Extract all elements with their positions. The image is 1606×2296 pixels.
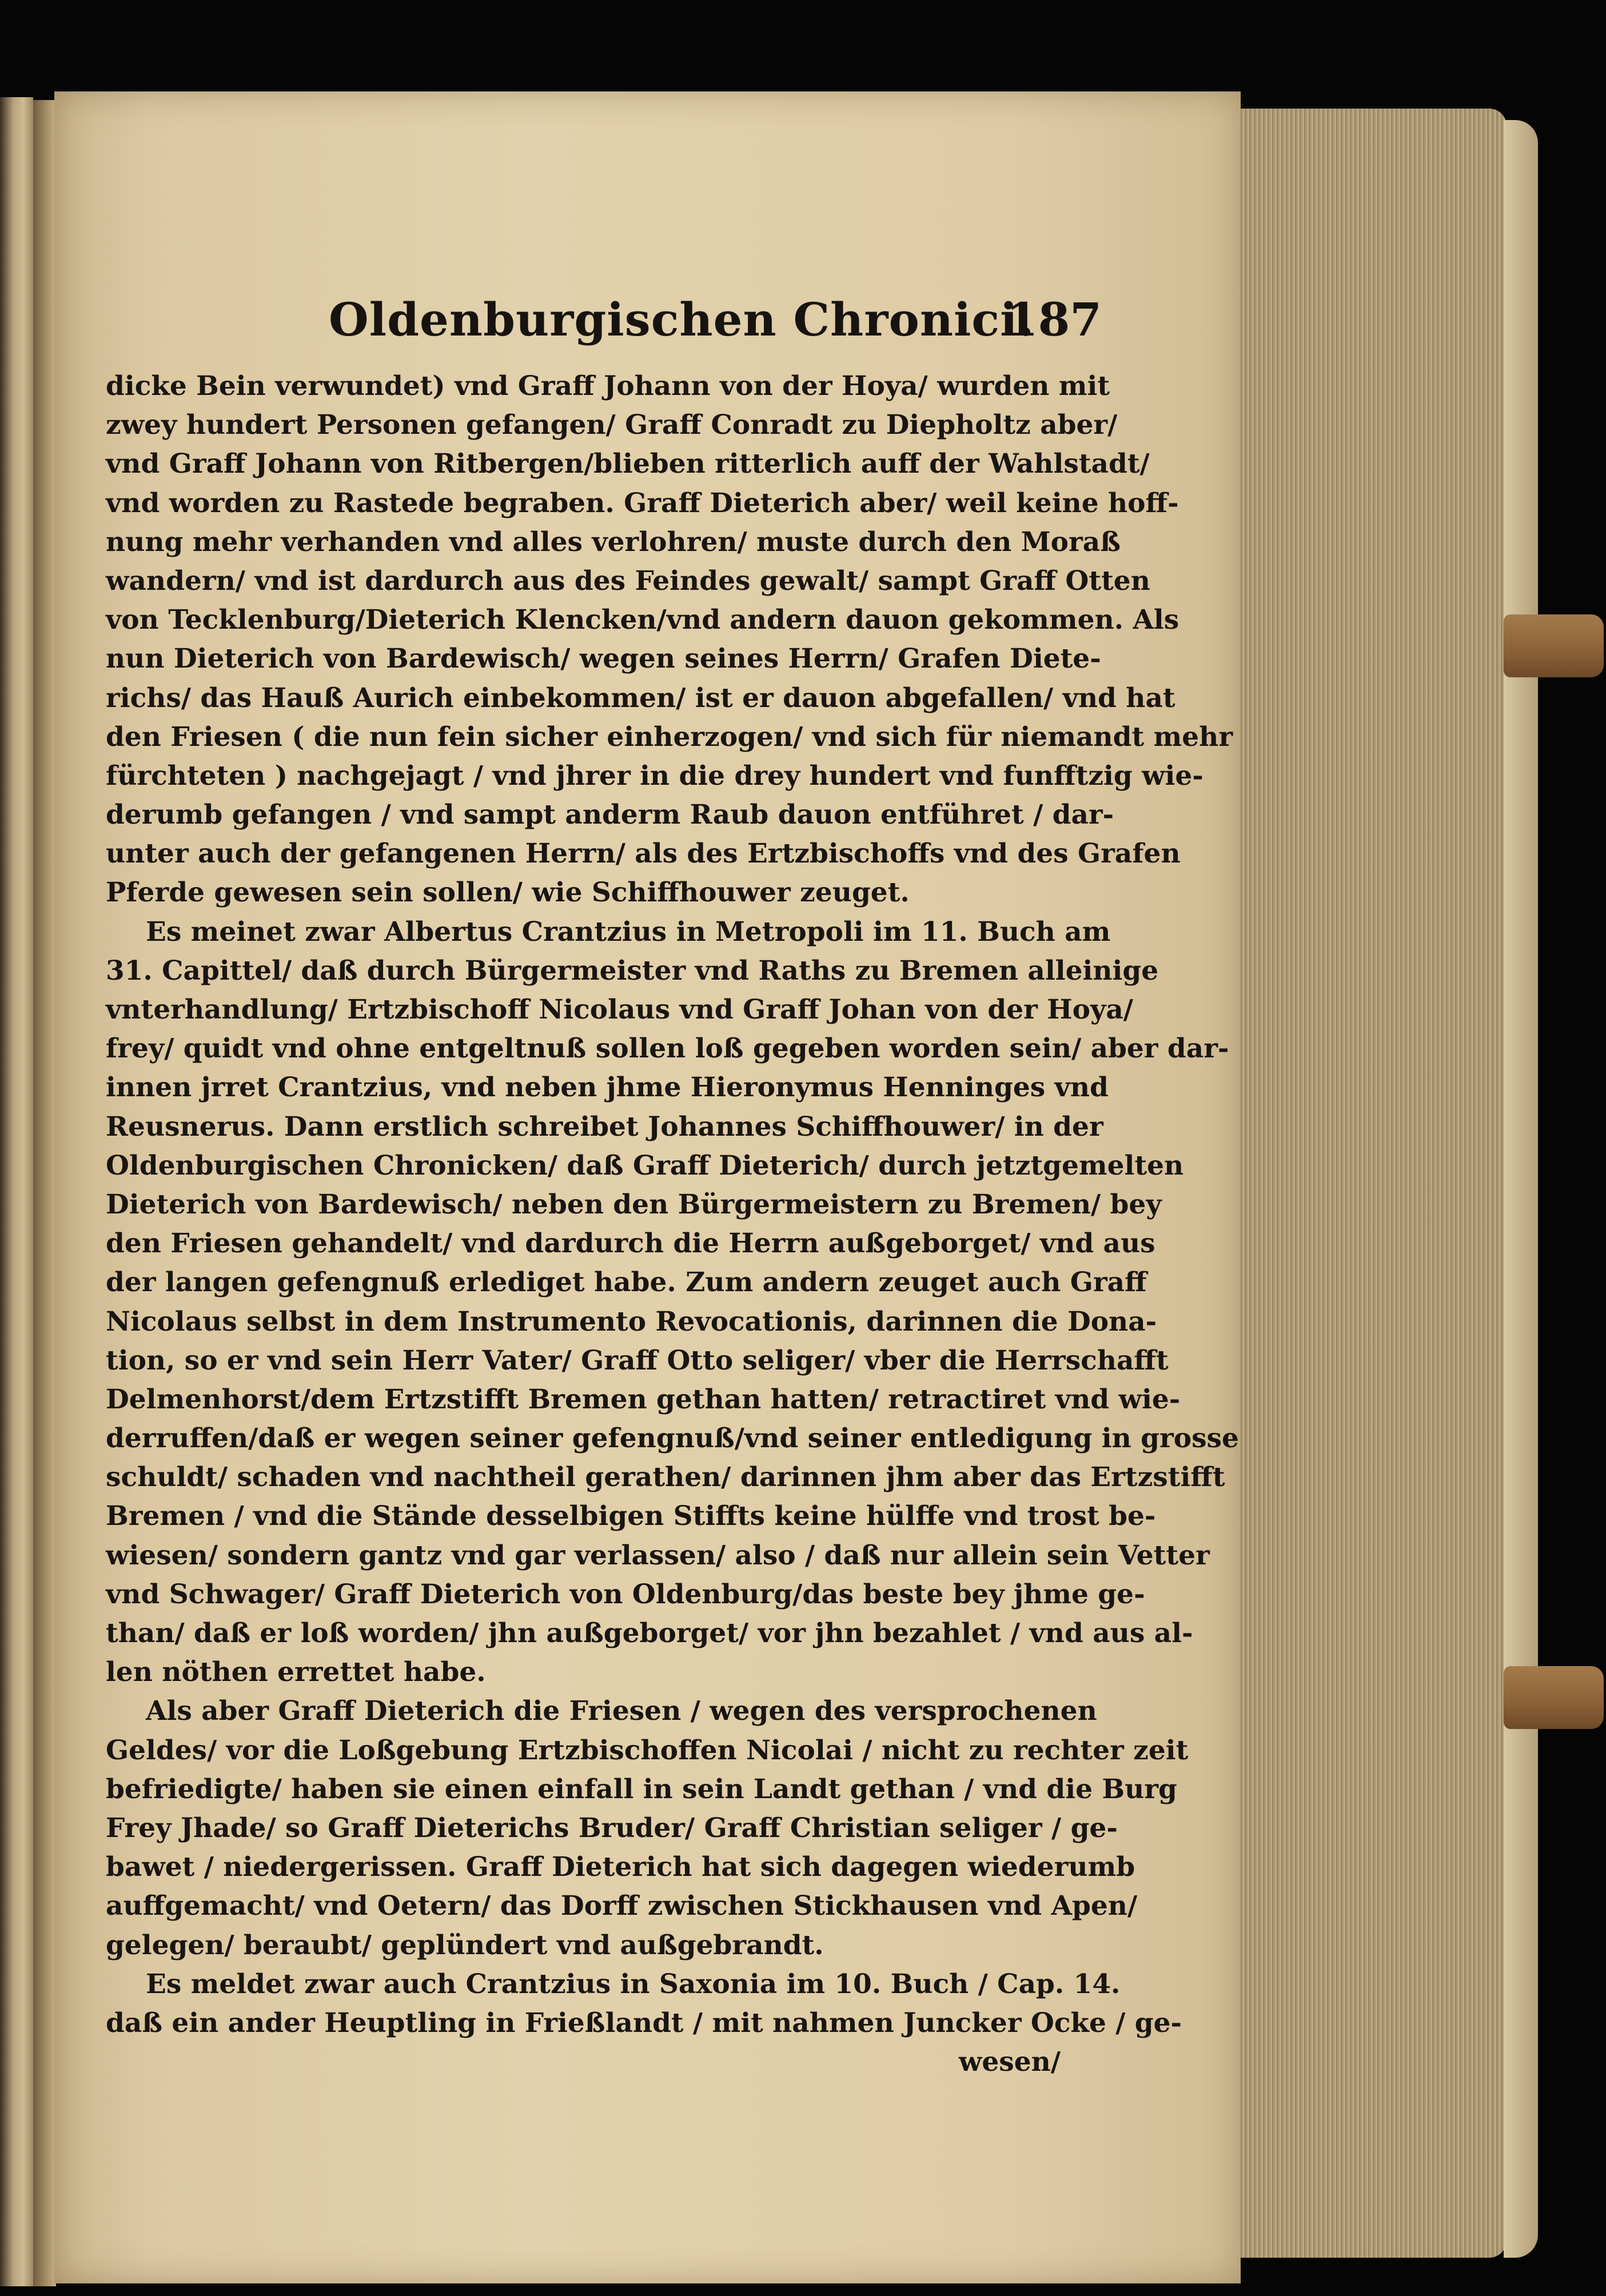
text-line: Es meinet zwar Albertus Crantzius in Metropoli im 11. Buch am	[146, 916, 1111, 948]
text-line: Reusnerus. Dann erstlich schreibet Johannes Schiffhouwer/ in der	[106, 1111, 1103, 1143]
page-number: 187	[1006, 293, 1102, 346]
book-gutter	[33, 100, 56, 2286]
text-line: than/ daß er loß worden/ jhn außgeborget/ vor jhn bezahlet / vnd aus al-	[106, 1618, 1193, 1649]
text-line: daß ein ander Heuptling in Frießlandt / mit nahmen Juncker Ocke / ge-	[106, 2007, 1182, 2039]
text-line: schuldt/ schaden vnd nachtheil gerathen/ darinnen jhm aber das Ertzstifft	[106, 1462, 1225, 1494]
text-line: innen jrret Crantzius, vnd neben jhme Hieronymus Henninges vnd	[106, 1072, 1109, 1104]
text-line: derumb gefangen / vnd sampt anderm Raub dauon entführet / dar-	[106, 799, 1114, 831]
book-page	[54, 91, 1241, 2283]
text-line: nun Dieterich von Bardewisch/ wegen seines Herrn/ Grafen Diete-	[106, 643, 1101, 675]
text-line: Es meldet zwar auch Crantzius in Saxonia im 10. Buch / Cap. 14.	[146, 1968, 1121, 2000]
text-line: zwey hundert Personen gefangen/ Graff Conradt zu Diepholtz aber/	[106, 409, 1118, 441]
text-line: vnd Schwager/ Graff Dieterich von Oldenburg/das beste bey jhme ge-	[106, 1578, 1145, 1610]
text-line: vnd Graff Johann von Ritbergen/blieben ritterlich auff der Wahlstadt/	[106, 448, 1150, 480]
text-line: Als aber Graff Dieterich die Friesen / wegen des versprochenen	[146, 1695, 1097, 1727]
text-line: den Friesen gehandelt/ vnd dardurch die Herrn außgeborget/ vnd aus	[106, 1228, 1155, 1260]
text-line: wandern/ vnd ist dardurch aus des Feindes gewalt/ sampt Graff Otten	[106, 565, 1150, 597]
catchword: wesen/	[958, 2046, 1061, 2078]
text-line: unter auch der gefangenen Herrn/ als des Ertzbischoffs vnd des Grafen	[106, 838, 1181, 870]
leather-clasp-bottom	[1504, 1666, 1604, 1729]
body-text	[106, 367, 1239, 2082]
text-line: fürchteten ) nachgejagt / vnd jhrer in die drey hundert vnd funfftzig wie-	[106, 760, 1203, 792]
text-line: wiesen/ sondern gantz vnd gar verlassen/ also / daß nur allein sein Vetter	[106, 1539, 1210, 1571]
text-line: Frey Jhade/ so Graff Dieterichs Bruder/ Graff Christian seliger / ge-	[106, 1812, 1118, 1844]
text-line: befriedigte/ haben sie einen einfall in sein Landt gethan / vnd die Burg	[106, 1773, 1177, 1805]
text-line: dicke Bein verwundet) vnd Graff Johann von der Hoya/ wurden mit	[106, 370, 1110, 402]
text-line: derruffen/daß er wegen seiner gefengnuß/vnd seiner entledigung in grosse	[106, 1423, 1239, 1455]
text-line: nung mehr verhanden vnd alles verlohren/ muste durch den Moraß	[106, 526, 1121, 558]
leather-clasp-top	[1504, 614, 1604, 677]
text-line: den Friesen ( die nun fein sicher einherzogen/ vnd sich für niemandt mehr	[106, 721, 1233, 753]
text-line: bawet / niedergerissen. Graff Dieterich hat sich dagegen wiederumb	[106, 1851, 1135, 1883]
text-line: richs/ das Hauß Aurich einbekommen/ ist er dauon abgefallen/ vnd hat	[106, 682, 1175, 714]
text-line: auffgemacht/ vnd Oetern/ das Dorff zwischen Stickhausen vnd Apen/	[106, 1890, 1138, 1922]
running-head: Oldenburgischen Chronici.	[329, 293, 1035, 346]
text-line: der langen gefengnuß erlediget habe. Zum andern zeuget auch Graff	[106, 1267, 1147, 1299]
text-line: gelegen/ beraubt/ geplündert vnd außgebrandt.	[106, 1929, 824, 1961]
text-line: 31. Capittel/ daß durch Bürgermeister vnd Raths zu Bremen alleinige	[106, 955, 1159, 987]
text-line: Geldes/ vor die Loßgebung Ertzbischoffen Nicolai / nicht zu rechter zeit	[106, 1734, 1189, 1766]
text-line: tion, so er vnd sein Herr Vater/ Graff Otto seliger/ vber die Herrschafft	[106, 1344, 1169, 1376]
text-line: Oldenburgischen Chronicken/ daß Graff Dieterich/ durch jetztgemelten	[106, 1149, 1184, 1181]
text-line: len nöthen errettet habe.	[106, 1656, 486, 1688]
cover-board-edge	[1504, 120, 1538, 2258]
text-line: vnd worden zu Rastede begraben. Graff Dieterich aber/ weil keine hoff-	[106, 487, 1179, 519]
page-block-edges	[1238, 109, 1507, 2258]
text-line: Bremen / vnd die Stände desselbigen Stiffts keine hülffe vnd trost be-	[106, 1500, 1156, 1532]
previous-page-edge	[0, 97, 33, 2286]
text-line: von Tecklenburg/Dieterich Klencken/vnd andern dauon gekommen. Als	[106, 604, 1179, 636]
text-line: Dieterich von Bardewisch/ neben den Bürgermeistern zu Bremen/ bey	[106, 1188, 1162, 1220]
text-line: Nicolaus selbst in dem Instrumento Revocationis, darinnen die Dona-	[106, 1305, 1157, 1337]
text-line: vnterhandlung/ Ertzbischoff Nicolaus vnd Graff Johan von der Hoya/	[106, 994, 1133, 1025]
text-line: frey/ quidt vnd ohne entgeltnuß sollen loß gegeben worden sein/ aber dar-	[106, 1033, 1229, 1065]
text-line: Pferde gewesen sein sollen/ wie Schiffhouwer zeuget.	[106, 877, 910, 909]
text-line: Delmenhorst/dem Ertzstifft Bremen gethan hatten/ retractiret vnd wie-	[106, 1383, 1181, 1415]
